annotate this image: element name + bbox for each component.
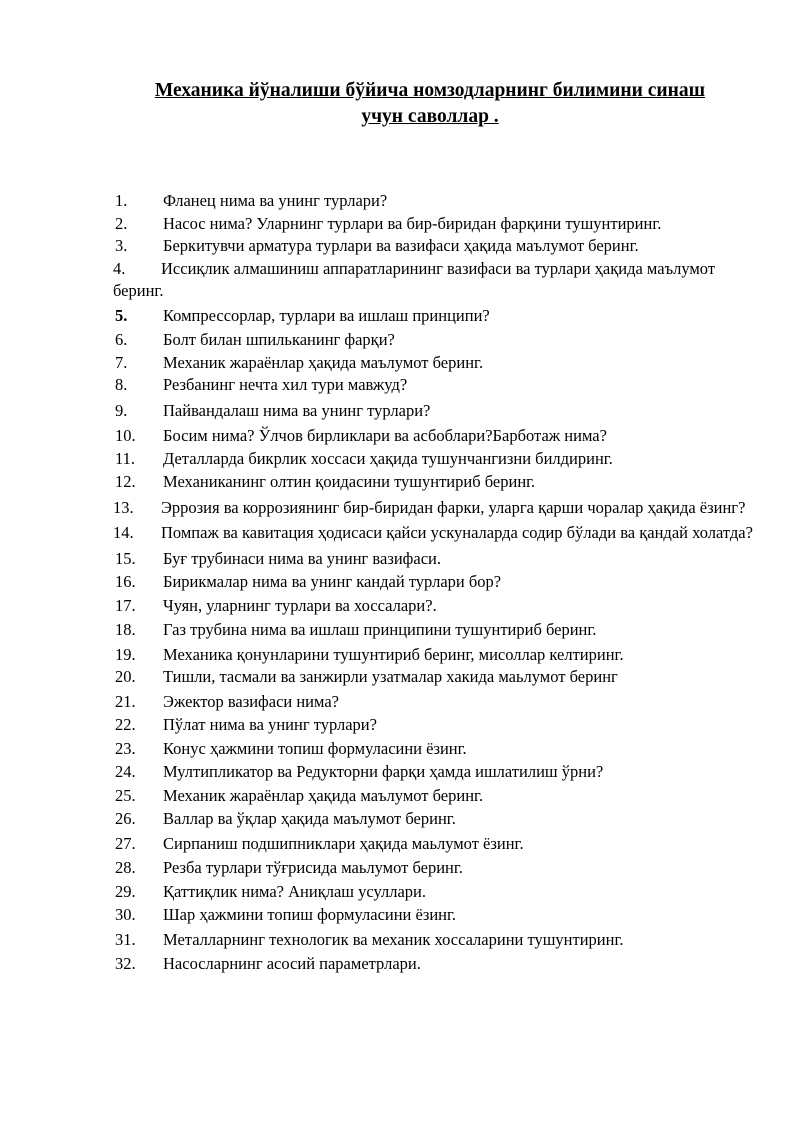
question-item bbox=[115, 329, 765, 352]
question-number: 29. bbox=[115, 881, 136, 901]
question-number: 5. bbox=[115, 305, 128, 325]
question-number: 22. bbox=[115, 715, 136, 734]
question-item bbox=[115, 571, 765, 594]
question-item bbox=[115, 714, 765, 737]
title-line-1: Механика йўналиши бўйича номзодларнинг билимини синаш bbox=[154, 80, 706, 101]
question-number: 19. bbox=[115, 644, 136, 664]
question-number: 4. bbox=[113, 258, 126, 278]
question-item bbox=[113, 258, 765, 303]
question-item bbox=[115, 425, 765, 448]
question-text: Тишли, тасмали ва занжирли узатмалар хакида маьлумот беринг bbox=[163, 667, 618, 686]
question-number: 32. bbox=[115, 954, 136, 973]
question-number: 18. bbox=[115, 620, 136, 639]
question-number: 26. bbox=[115, 809, 136, 828]
question-number: 7. bbox=[115, 352, 128, 372]
question-number: 2. bbox=[115, 213, 128, 233]
title-line-2: учун саволлар . bbox=[361, 106, 499, 127]
question-item bbox=[115, 471, 765, 494]
question-item bbox=[115, 305, 765, 328]
question-text: Механика қонунларини тушунтириб беринг, мисоллар келтиринг. bbox=[163, 644, 624, 664]
question-number: 21. bbox=[115, 691, 136, 711]
question-number: 23. bbox=[115, 738, 136, 758]
question-text: Қаттиқлик нима? Аниқлаш усуллари. bbox=[163, 881, 426, 901]
question-number: 12. bbox=[115, 472, 136, 491]
questions-list bbox=[115, 190, 765, 976]
question-number: 10. bbox=[115, 426, 136, 445]
question-item bbox=[115, 213, 765, 236]
question-text: Валлар ва ўқлар ҳақида маълумот беринг. bbox=[163, 809, 456, 828]
question-item bbox=[113, 497, 765, 520]
document-title bbox=[100, 78, 760, 130]
question-item bbox=[115, 666, 765, 689]
question-text: Мултипликатор ва Редукторни фарқи ҳамда ишлатилиш ўрни? bbox=[163, 762, 604, 781]
question-text: Механик жараёнлар ҳақида маълумот беринг. bbox=[163, 352, 484, 372]
question-item bbox=[115, 352, 765, 375]
question-number: 3. bbox=[115, 236, 128, 255]
question-text: Компрессорлар, турлари ва ишлаш принципи? bbox=[163, 305, 490, 325]
question-number: 11. bbox=[115, 448, 136, 468]
question-number: 24. bbox=[115, 762, 136, 781]
question-number: 8. bbox=[115, 375, 128, 394]
question-text: Механиканинг олтин қоидасини тушунтириб беринг. bbox=[163, 472, 536, 491]
question-text: Шар ҳажмини топиш формуласини ёзинг. bbox=[163, 905, 457, 924]
question-text: Газ трубина нима ва ишлаш принципини тушунтириб беринг. bbox=[163, 620, 597, 639]
question-number: 31. bbox=[115, 929, 136, 949]
question-number: 25. bbox=[115, 785, 136, 805]
question-item bbox=[115, 190, 765, 213]
question-item bbox=[115, 761, 765, 784]
question-text: Эжектор вазифаси нима? bbox=[163, 691, 339, 711]
question-text: Резбанинг нечта хил тури мавжуд? bbox=[163, 375, 408, 394]
question-item bbox=[115, 881, 765, 904]
question-text: Пайвандалаш нима ва унинг турлари? bbox=[163, 400, 431, 420]
question-text: Иссиқлик алмашиниш аппаратларининг вазифаси ва турлари ҳақида маълумот беринг. bbox=[113, 258, 716, 300]
question-item bbox=[115, 374, 765, 397]
question-text: Металларнинг технологик ва механик хоссаларини тушунтиринг. bbox=[163, 929, 624, 949]
question-item bbox=[115, 929, 765, 952]
question-item bbox=[115, 833, 765, 856]
question-number: 16. bbox=[115, 572, 136, 591]
question-item bbox=[115, 400, 765, 423]
question-item bbox=[115, 738, 765, 761]
question-text: Фланец нима ва унинг турлари? bbox=[163, 191, 388, 210]
question-text: Помпаж ва кавитация ҳодисаси қайси ускуналарда содир бўлади ва қандай холатда? bbox=[161, 523, 753, 542]
question-number: 6. bbox=[115, 330, 128, 349]
question-text: Механик жараёнлар ҳақида маълумот беринг. bbox=[163, 785, 484, 805]
question-text: Сирпаниш подшипниклари ҳақида маьлумот ёзинг. bbox=[163, 833, 524, 853]
question-item bbox=[115, 953, 765, 976]
question-text: Конус ҳажмини топиш формуласини ёзинг. bbox=[163, 738, 467, 758]
question-number: 20. bbox=[115, 667, 136, 686]
question-item bbox=[115, 644, 765, 667]
question-text: Пўлат нима ва унинг турлари? bbox=[163, 715, 377, 734]
question-item bbox=[115, 448, 765, 471]
question-item bbox=[115, 595, 765, 618]
question-number: 27. bbox=[115, 833, 136, 853]
question-text: Буғ трубинаси нима ва унинг вазифаси. bbox=[163, 548, 441, 568]
question-item bbox=[113, 522, 765, 545]
question-text: Резба турлари тўғрисида маьлумот беринг. bbox=[163, 858, 463, 877]
question-number: 9. bbox=[115, 400, 128, 420]
question-item bbox=[115, 548, 765, 571]
question-text: Беркитувчи арматура турлари ва вазифаси ҳақида маълумот беринг. bbox=[163, 236, 639, 255]
question-text: Деталларда бикрлик хоссаси ҳақида тушунчангизни билдиринг. bbox=[163, 448, 613, 468]
question-text: Босим нима? Ўлчов бирликлари ва асбоблари?Барботаж нима? bbox=[163, 426, 607, 445]
question-item bbox=[115, 808, 765, 831]
question-item bbox=[115, 785, 765, 808]
question-item bbox=[115, 619, 765, 642]
question-text: Бирикмалар нима ва унинг кандай турлари бор? bbox=[163, 572, 502, 591]
question-item bbox=[115, 235, 765, 258]
question-text: Эррозия ва коррозиянинг бир-биридан фарки, уларга қарши чоралар ҳақида ёзинг? bbox=[161, 497, 746, 517]
question-text: Чуян, уларнинг турлари ва хоссалари?. bbox=[163, 595, 437, 615]
question-text: Насосларнинг асосий параметрлари. bbox=[163, 954, 421, 973]
question-text: Насос нима? Уларнинг турлари ва бир-биридан фарқини тушунтиринг. bbox=[163, 213, 662, 233]
question-number: 14. bbox=[113, 523, 134, 542]
question-item bbox=[115, 691, 765, 714]
question-item bbox=[115, 904, 765, 927]
question-item bbox=[115, 857, 765, 880]
question-text: Болт билан шпильканинг фарқи? bbox=[163, 330, 395, 349]
question-number: 1. bbox=[115, 191, 128, 210]
question-number: 15. bbox=[115, 548, 136, 568]
question-number: 13. bbox=[113, 497, 134, 517]
question-number: 28. bbox=[115, 858, 136, 877]
question-number: 17. bbox=[115, 595, 136, 615]
question-number: 30. bbox=[115, 905, 136, 924]
